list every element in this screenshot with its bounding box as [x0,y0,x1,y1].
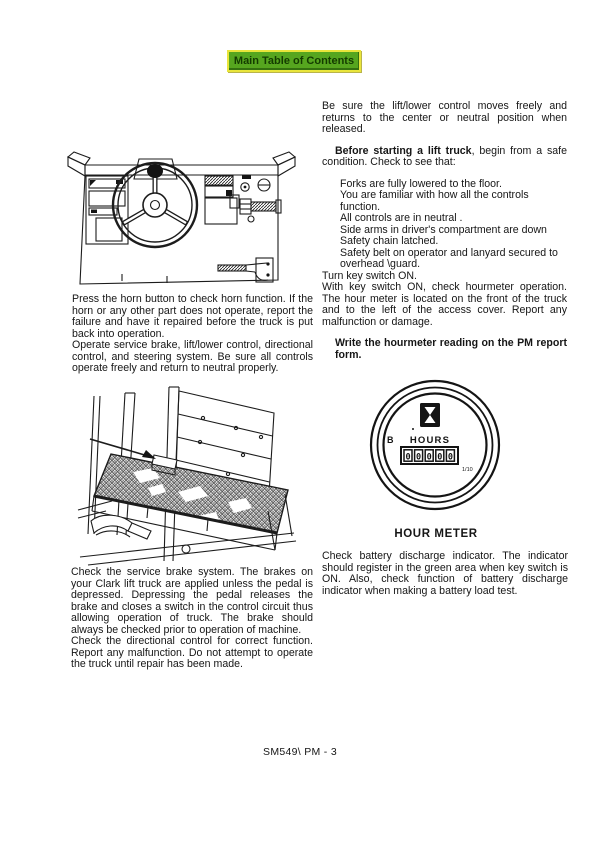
horn-check-block [72,294,313,375]
checklist-item: Safety belt on operator and lanyard secured to overhead \guard. [340,246,558,270]
hourglass-icon [420,403,440,427]
floor-plate [92,454,288,550]
page-reference: SM549\ PM - 3 [263,746,337,758]
checklist-item: Side arms in driver's compartment are down [340,223,547,236]
write-note: Write the hourmeter reading on the PM report form. [335,337,567,361]
counter-digit: 0 [416,452,422,463]
hour-meter-illustration [365,377,505,513]
horn-paragraph: Press the horn button to check horn function. If the horn or any other part does not operate, report the failure and have it repaired before the truck is put back into operation. [72,293,313,340]
dashboard-illustration [60,145,310,287]
main-toc-button[interactable]: Main Table of Contents [227,50,361,72]
direction-lever [218,258,273,282]
counter-digit: 0 [447,452,453,463]
counter-digit: 0 [405,452,411,463]
gauge-side-mark: B [387,435,394,445]
turn-key-line: Turn key switch ON. [322,269,417,282]
battery-paragraph: Check battery discharge indicator. The indicator should register in the green area when key switch is ON. Also, check function of battery discharge indicator when making a battery load test. [322,550,568,597]
gauge-tenths-label: 1/10 [462,467,473,473]
hour-meter-caption: HOUR METER [394,528,478,540]
counter-digit: 0 [426,452,432,463]
right-column [322,101,567,361]
hourmeter-paragraph: With key switch ON, check hourmeter operation. The hour meter is located on the front of the truck and to the left of the access cover. Report any malfunction or damage. [322,281,567,328]
before-starting-paragraph [322,146,567,169]
horn-button-icon [147,164,163,178]
checklist-item: All controls are in neutral . [340,212,463,224]
gauge-hours-label: HOURS [409,435,451,446]
battery-indicator-block [322,551,568,597]
hour-counter [401,447,458,464]
lift-lower-paragraph: Be sure the lift/lower control moves freely and returns to the center or neutral position when released. [322,100,567,135]
operator-compartment-illustration [78,384,298,565]
before-starting-rest: , begin from a safe condition. Check to see that: [322,144,567,168]
service-brake-block [71,567,313,671]
steering-wheel [113,159,197,247]
before-starting-lead: Before starting a lift truck [335,144,472,157]
operate-controls-paragraph: Operate service brake, lift/lower control, directional control, and steering system. Be sure all controls operate freely and return to neutral properly. [72,339,313,374]
checklist-item: Forks are fully lowered to the floor. [340,177,502,190]
checklist-item: You are familiar with how all the controls function. [340,189,529,213]
gauge-dot [412,428,414,430]
directional-paragraph: Check the directional control for correct function. Report any malfunction. Do not attempt to operate the truck until repair has been made. [71,635,313,670]
brake-paragraph: Check the service brake system. The brakes on your Clark lift truck are applied unless the pedal is depressed. Depressing the pedal releases the brake and closes a switch in the control circuit thus allowing operation of truck. The brake should always be checked prior to operation of machine. [71,566,313,636]
left-instrument-cluster [86,176,128,244]
counter-digit: 0 [437,452,443,463]
pre-start-checklist [322,179,567,271]
checklist-item: Safety chain latched. [340,235,439,247]
switch-cluster [205,175,281,224]
